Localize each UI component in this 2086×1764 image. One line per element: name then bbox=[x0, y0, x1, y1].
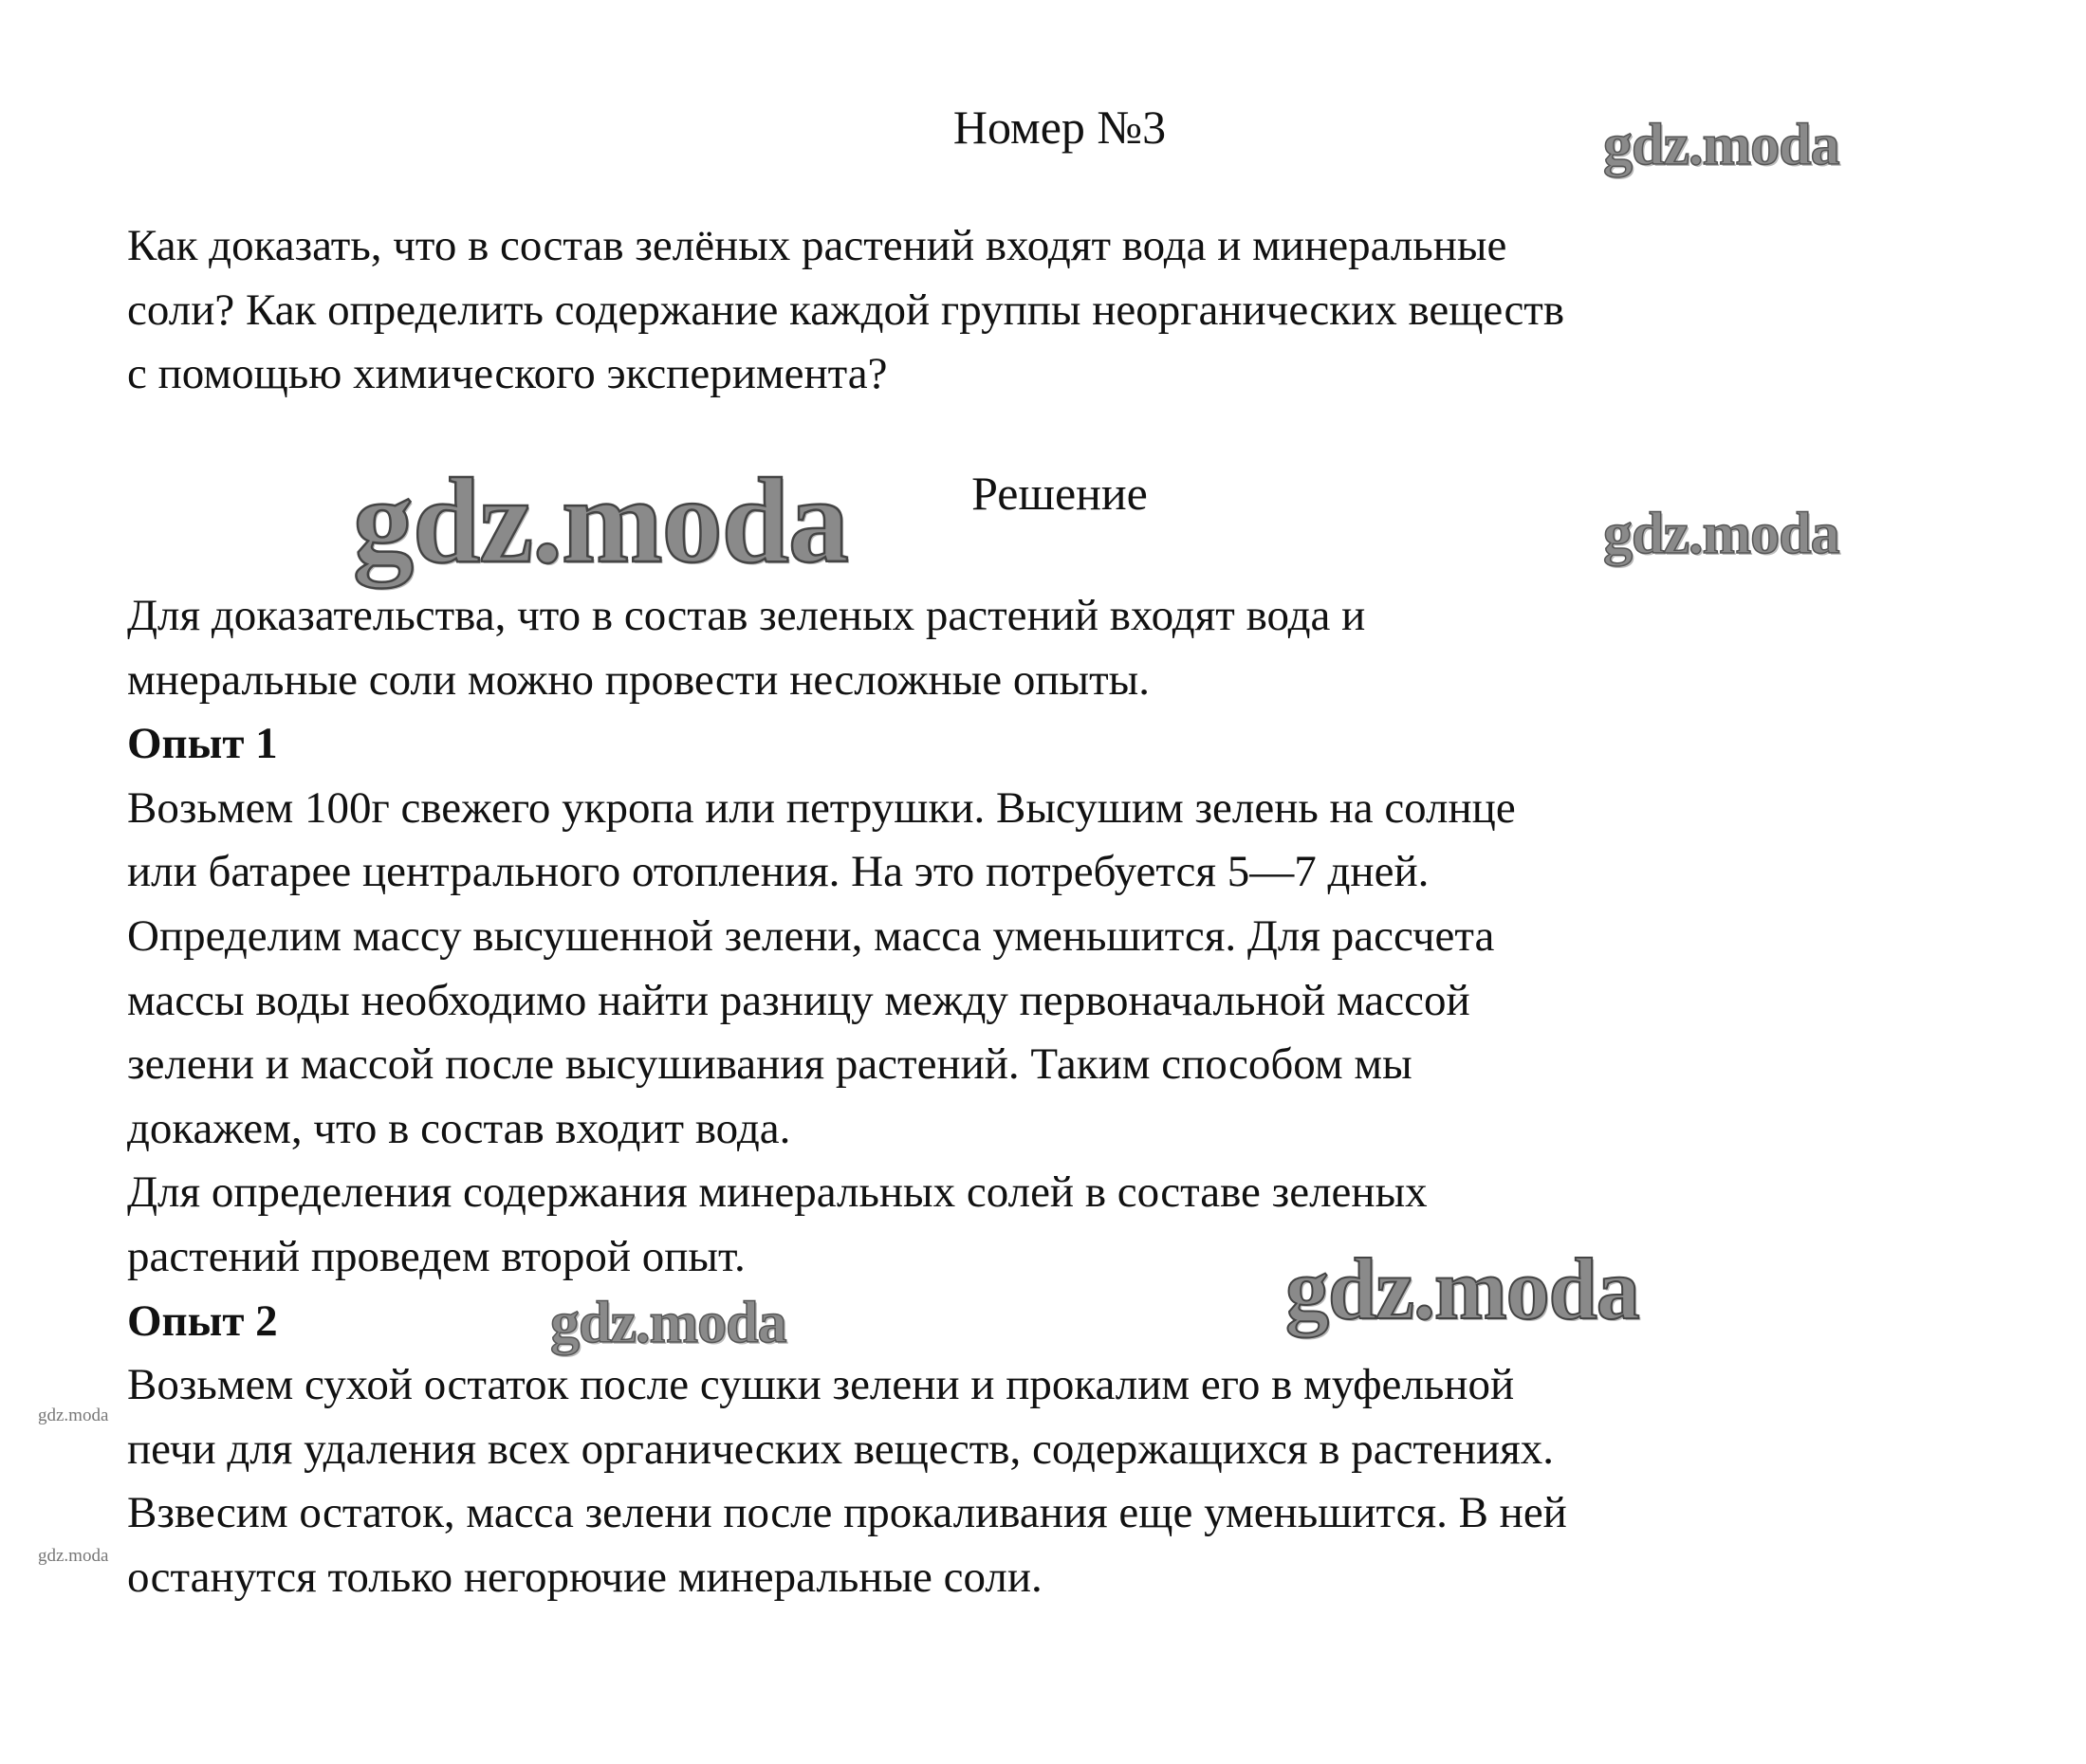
body-line: массы воды необходимо найти разницу между первоначальной массой bbox=[127, 975, 1470, 1025]
watermark: gdz.moda bbox=[353, 453, 848, 588]
body-line: Возьмем 100г свежего укропа или петрушки. Высушим зелень на солнце bbox=[127, 782, 1516, 833]
body-line: зелени и массой после высушивания растений. Таким способом мы bbox=[127, 1039, 1412, 1090]
body-line: Для определения содержания минеральных солей в составе зеленых bbox=[127, 1167, 1428, 1218]
question-line: с помощью химического эксперимента? bbox=[127, 349, 888, 399]
section-heading: Опыт 2 bbox=[127, 1295, 278, 1346]
body-line: мнеральные соли можно провести несложные опыты. bbox=[127, 654, 1150, 705]
watermark-small: gdz.moda bbox=[38, 1406, 109, 1425]
solution-heading: Решение bbox=[971, 467, 1148, 520]
body-line: печи для удаления всех органических веществ, содержащихся в растениях. bbox=[127, 1424, 1555, 1474]
body-line: Возьмем сухой остаток после сушки зелени и прокалим его в муфельной bbox=[127, 1360, 1515, 1410]
page-title: Номер №3 bbox=[952, 101, 1167, 154]
section-heading: Опыт 1 bbox=[127, 719, 278, 769]
body-line: Определим массу высушенной зелени, масса уменьшится. Для рассчета bbox=[127, 910, 1495, 961]
watermark: gdz.moda bbox=[1603, 113, 1839, 177]
body-line: или батарее центрального отопления. На это потребуется 5—7 дней. bbox=[127, 847, 1430, 897]
body-line: Для доказательства, что в состав зеленых растений входят вода и bbox=[127, 591, 1366, 640]
question bbox=[127, 214, 1564, 407]
question-line: соли? Как определить содержание каждой группы неорганических веществ bbox=[127, 285, 1565, 335]
body-line: растений проведем второй опыт. bbox=[127, 1231, 746, 1281]
watermark: gdz.moda bbox=[1603, 502, 1839, 566]
watermark: gdz.moda bbox=[550, 1291, 786, 1355]
body-line: останутся только негорючие минеральные соли. bbox=[127, 1552, 1043, 1602]
solution-body bbox=[127, 584, 1567, 1610]
watermark: gdz.moda bbox=[1285, 1240, 1639, 1337]
body-line: Взвесим остаток, масса зелени после прокаливания еще уменьшится. В ней bbox=[127, 1488, 1567, 1538]
question-line: Как доказать, что в состав зелёных растений входят вода и минеральные bbox=[127, 221, 1507, 270]
watermark-small: gdz.moda bbox=[38, 1546, 109, 1566]
body-line: докажем, что в состав входит вода. bbox=[127, 1103, 791, 1153]
